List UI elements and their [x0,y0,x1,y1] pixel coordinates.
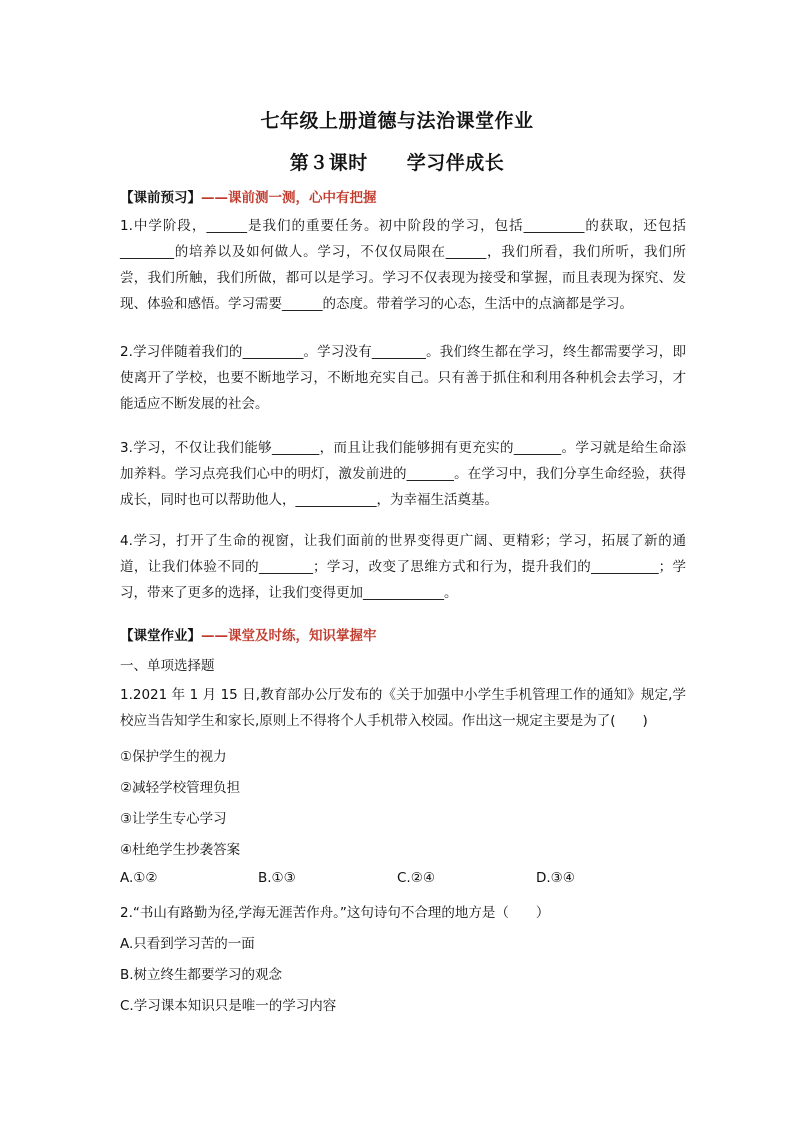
preview-question-3: 3.学习，不仅让我们能够_______，而且让我们能够拥有更充实的_______。学习就是给生命添加养料。学习点亮我们心中的明灯，激发前进的_______。在学习中，我们分享生命经验，获得成长，同时也可以帮助他人，____________，为幸福生活奠基。 [120,440,686,508]
classwork-slogan: ——课堂及时练，知识掌握牢 [201,628,377,644]
classwork-section-heading [120,624,377,644]
q1-statement-3: ③让学生专心学习 [120,811,227,827]
preview-slogan: ——课前测一测，心中有把握 [201,190,377,206]
preview-section-heading [120,186,377,206]
classwork-label: 【课堂作业】 [120,628,201,644]
q1-statement-2: ②减轻学校管理负担 [120,780,241,796]
q2-option-a: A.只看到学习苦的一面 [120,936,255,952]
preview-question-4: 4.学习，打开了生命的视窗，让我们面前的世界变得更广阔、更精彩；学习，拓展了新的通道，让我们体验不同的________；学习，改变了思维方式和行为，提升我们的__________；学习，带来了更多的选择，让我们变得更加____________。 [120,533,686,601]
q2-option-b: B.树立终生都要学习的观念 [120,967,283,983]
preview-question-1: 1.中学阶段，______是我们的重要任务。初中阶段的学习，包括_________的获取，还包括________的培养以及如何做人。学习，不仅仅局限在______，我们所看，我们所听，我们所尝，我们所触，我们所做，都可以是学习。学习不仅表现为接受和掌握，而且表现为探究、发现、体验和感悟。学习需要______的态度。带着学习的心态，生活中的点滴都是学习。 [120,218,686,312]
q1-option-a: A.①② [120,870,158,886]
choice-question-2-stem: 2.“书山有路勤为径,学海无涯苦作舟。”这句诗句不合理的地方是（ ） [120,905,550,921]
q1-option-b: B.①③ [258,870,296,886]
document-title: 七年级上册道德与法治课堂作业 [260,110,534,132]
q1-option-d: D.③④ [536,870,575,886]
part-title: 一、单项选择题 [120,658,215,674]
q1-statement-4: ④杜绝学生抄袭答案 [120,842,241,858]
q1-option-c: C.②④ [397,870,435,886]
q2-option-c: C.学习课本知识只是唯一的学习内容 [120,998,337,1014]
lesson-subtitle: 第３课时 学习伴成长 [289,152,505,174]
choice-question-1-stem: 1.2021 年 1 月 15 日,教育部办公厅发布的《关于加强中小学生手机管理工作的通知》规定,学校应当告知学生和家长,原则上不得将个人手机带入校园。作出这一规定主要是为了( ) [120,687,686,729]
preview-question-2: 2.学习伴随着我们的_________。学习没有________。我们终生都在学习，终生都需要学习，即使离开了学校，也要不断地学习，不断地充实自己。只有善于抓住和利用各种机会去学习，才能适应不断发展的社会。 [120,344,686,412]
q1-statement-1: ①保护学生的视力 [120,749,227,765]
preview-label: 【课前预习】 [120,190,201,206]
